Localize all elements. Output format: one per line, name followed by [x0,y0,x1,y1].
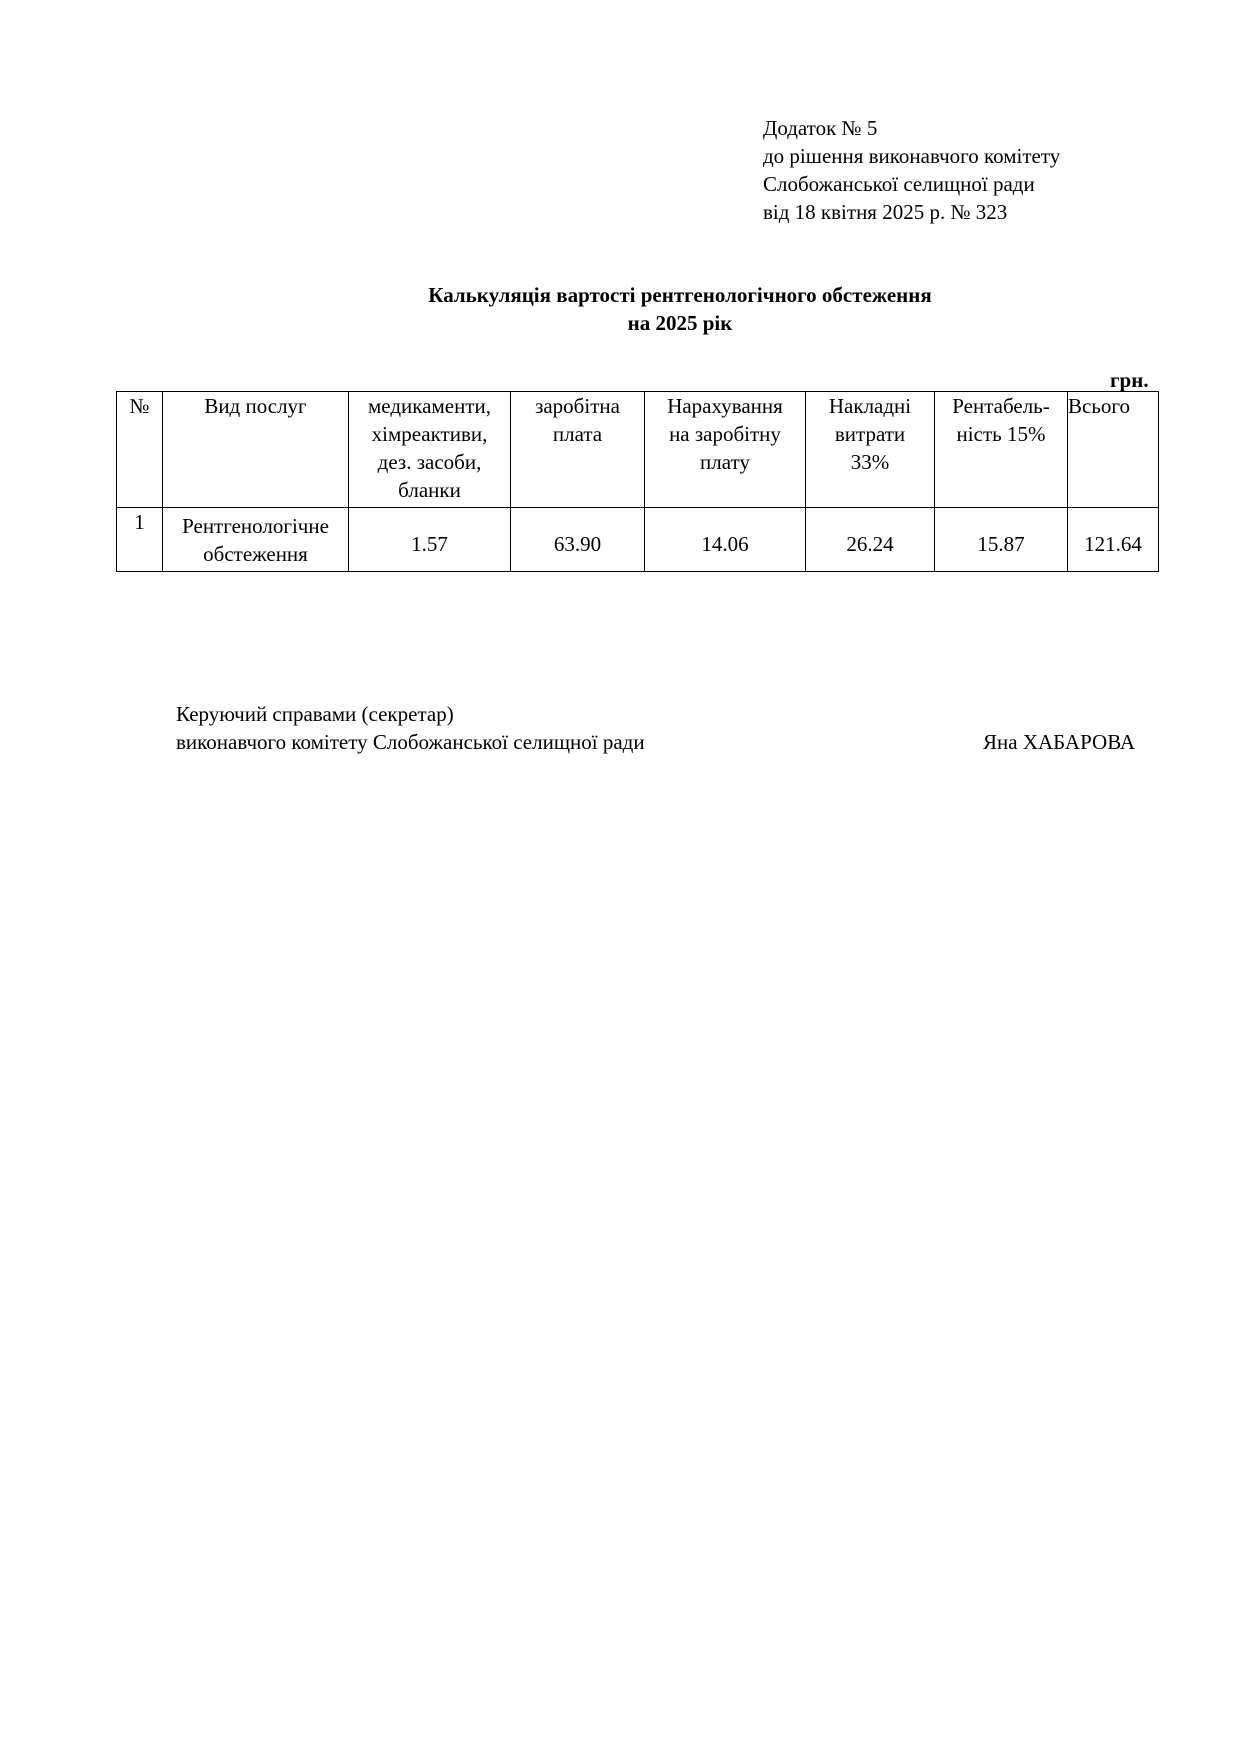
header-total: Всього [1068,392,1159,508]
title-line-2: на 2025 рік [627,311,733,335]
header-number: № [117,392,163,508]
header-salary: заробітна плата [511,392,645,508]
table-header-row [117,392,1159,508]
header-accruals: Нарахування на заробітну плату [645,392,806,508]
title-line-1: Калькуляція вартості рентгенологічного обстеження [428,283,932,307]
annex-number: Додаток № 5 [763,116,878,140]
currency-unit: грн. [1110,368,1149,392]
header-overhead: Накладні витрати 33% [806,392,935,508]
calculation-table [116,391,1159,572]
row-medicines: 1.57 [349,508,511,572]
annex-reference: до рішення виконавчого комітету [763,144,1061,168]
signatory-name: Яна ХАБАРОВА [983,730,1136,754]
signatory-position-line-2: виконавчого комітету Слобожанської селищної ради [176,730,645,754]
row-total: 121.64 [1068,508,1159,572]
row-salary: 63.90 [511,508,645,572]
signatory-position-line-1: Керуючий справами (секретар) [176,702,454,726]
row-number: 1 [117,508,163,572]
header-service-type: Вид послуг [163,392,349,508]
annex-block [763,114,1060,226]
annex-council: Слобожанської селищної ради [763,172,1035,196]
header-medicines: медикаменти, хімреактиви, дез. засоби, бланки [349,392,511,508]
row-profitability: 15.87 [935,508,1068,572]
row-overhead: 26.24 [806,508,935,572]
signatory-position [176,700,645,756]
row-accruals: 14.06 [645,508,806,572]
table-row [117,508,1159,572]
document-title [0,281,1240,337]
annex-date: від 18 квітня 2025 р. № 323 [763,200,1008,224]
header-profitability: Рентабель- ність 15% [935,392,1068,508]
row-service: Рентгенологічне обстеження [163,508,349,572]
